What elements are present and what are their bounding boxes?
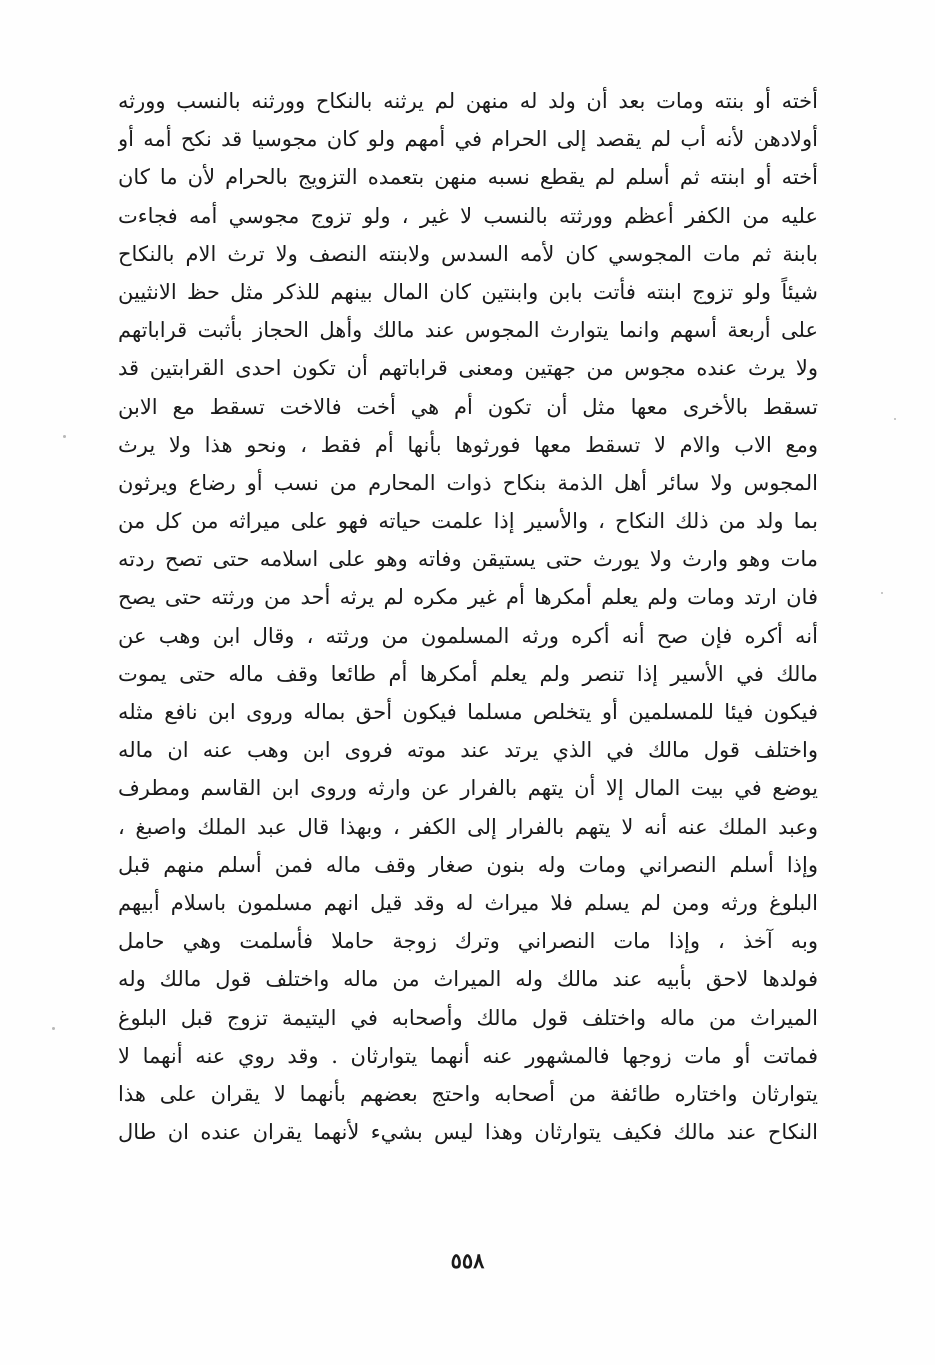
text-line: يوضع في بيت المال إلا أن يتهم بالفرار عن وارثه وروى ابن القاسم ومطرف xyxy=(118,776,818,801)
text-line: فيكون فيئا للمسلمين أو يتخلص مسلما فيكون أحق بماله وروى ابن نافع مثله xyxy=(118,700,818,724)
text-line: واختلف قول مالك في الذي يرتد عند موته فروى ابن وهب عنه ان ماله xyxy=(118,738,818,763)
text-line: مات وهو وارث ولا يورث حتى يستيقن وفاته وهو على اسلامه حتى تصح ردته xyxy=(118,547,818,572)
text-line: مالك في الأسير إذا تنصر ولم يعلم أمكرها أم طائعا وقف ماله حتى يموت xyxy=(118,661,818,686)
text-line: أخته أو بنته ومات بعد أن ولد له منهن لم يرثنه بالنكاح وورثنه بالنسب وورثه xyxy=(118,89,818,113)
scan-speck xyxy=(52,1027,55,1030)
text-line: بما ولد من ذلك النكاح ، والأسير إذا علمت حياته فهو على ميراثه من كل من xyxy=(118,509,818,534)
text-line: وبه آخذ ، وإذا مات النصراني وترك زوجة حاملا فأسلمت وهي حامل xyxy=(118,929,818,954)
text-line: بابنة ثم مات المجوسي كان لأمه السدس ولابنته النصف ولا ترث الام بالنكاح xyxy=(118,241,818,266)
text-line: فولدها لاحق بأبيه عند مالك وله الميراث من ماله واختلف قول مالك وله xyxy=(118,967,818,992)
text-line: المجوس ولا سائر أهل الذمة بنكاح ذوات المحارم من نسب أو رضاع ويرثون xyxy=(118,470,818,495)
text-line: عليه من الكفر أعظم وورثته بالنسب لا غير ، ولو تزوج مجوسي أمه فجاءت xyxy=(118,203,818,228)
text-line: وعبد الملك عنه أنه لا يتهم بالفرار إلى الكفر ، وبهذا قال عبد الملك واصبغ ، xyxy=(118,814,818,839)
text-line: أخته أو ابنته ثم أسلم لم يقطع نسبه منهن بتعمده التزويج بالحرام لأن ما كان xyxy=(118,165,818,190)
page-number: ٥٥٨ xyxy=(450,1248,485,1273)
text-line: الميراث من ماله واختلف قول مالك وأصحابه في اليتيمة تزوج قبل البلوغ xyxy=(118,1005,818,1030)
text-line: يتوارثان واختاره طائفة من أصحابه واحتج بعضهم بأنهما لا يقران على هذا xyxy=(118,1081,818,1106)
text-line: ومع الاب والام لا تسقط معها فورثوها بأنها أم فقط ، ونحو هذا ولا يرث xyxy=(118,432,818,457)
text-line: شيئاً ولو تزوج ابنته فأتت بابن وابنتين كان المال بينهم للذكر مثل حظ الانثيين xyxy=(118,279,818,304)
text-line: النكاح عند مالك فكيف يتوارثان وهذا ليس بشيء لأنهما يقران عنده ان طال xyxy=(118,1120,818,1145)
body-text xyxy=(118,82,818,1151)
text-line: وإذا أسلم النصراني ومات وله بنون صغار وقف ماله فمن أسلم منهم قبل xyxy=(118,852,818,877)
text-line: أنه أكره فإن صح أنه أكره ورثه المسلمون من ورثته ، وقال ابن وهب عن xyxy=(118,623,818,648)
text-line: على أربعة أسهم وانما يتوارث المجوس عند مالك وأهل الحجاز بأثبت قراباتهم xyxy=(118,318,818,343)
scan-speck xyxy=(881,592,883,594)
text-line: البلوغ ورثه ومن لم يسلم فلا ميراث له وقد قيل انهم مسلمون باسلام أبيهم xyxy=(118,890,818,915)
scan-speck xyxy=(63,435,66,438)
text-line: فماتت أو مات زوجها فالمشهور عنه أنهما يتوارثان . وقد روي عنه أنهما لا xyxy=(118,1043,818,1068)
text-line: فان ارتد ومات ولم يعلم أمكرها أم غير مكره لم يرثه أحد من ورثته حتى يصح xyxy=(118,585,818,610)
text-line: أولادهن لأنه أب لم يقصد إلى الحرام في أمهم ولو كان مجوسيا قد نكح أمه أو xyxy=(118,127,818,152)
text-line: ولا يرث عنده مجوس من جهتين ومعنى قراباتهم أن تكون احدى القرابتين قد xyxy=(118,356,818,381)
scan-speck xyxy=(894,418,896,420)
text-line: تسقط بالأخرى معها مثل أن تكون أم هي أخت فالاخت تسقط مع الابن xyxy=(118,394,818,419)
